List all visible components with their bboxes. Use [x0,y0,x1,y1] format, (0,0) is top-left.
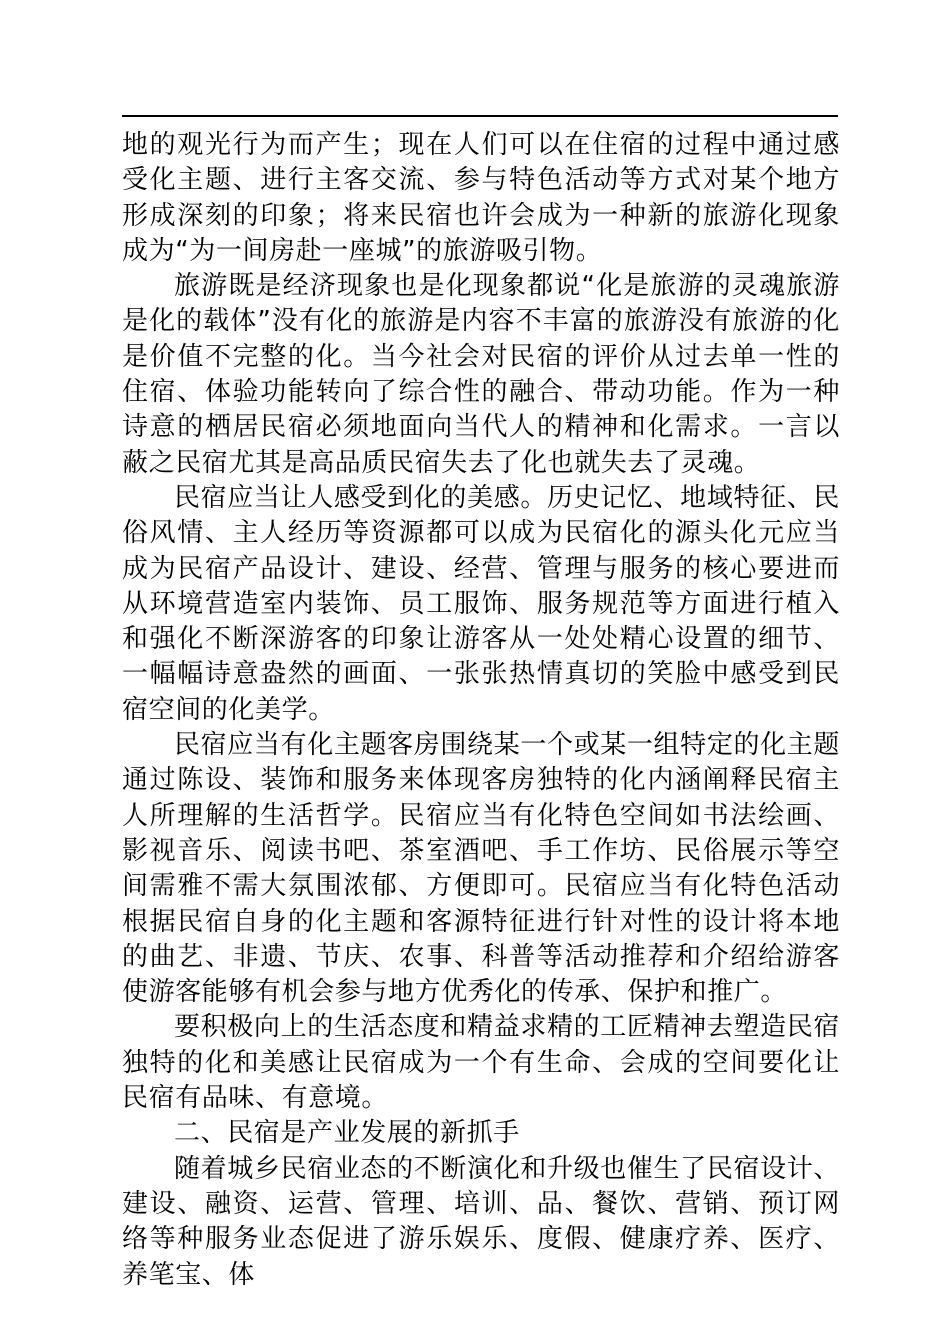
paragraph-continuation: 地的观光行为而产生；现在人们可以在住宿的过程中通过感受化主题、进行主客交流、参与特色活动等方式对某个地方形成深刻的印象；将来民宿也许会成为一种新的旅游化现象成为“为一间房赴一座城”的旅游吸引物。 [122,130,840,266]
paragraph: 随着城乡民宿业态的不断演化和升级也催生了民宿设计、建设、融资、运营、管理、培训、品、餐饮、营销、预订网络等种服务业态促进了游乐娱乐、度假、健康疗养、医疗、养笔宝、体 [122,1153,840,1290]
paragraph: 旅游既是经济现象也是化现象都说“化是旅游的灵魂旅游是化的载体”没有化的旅游是内容不丰富的旅游没有旅游的化是价值不完整的化。当今社会对民宿的评价从过去单一性的住宿、体验功能转向了综合性的融合、带动功能。作为一种诗意的栖居民宿必须地面向当代人的精神和化需求。一言以蔽之民宿尤其是高品质民宿失去了化也就失去了灵魂。 [122,271,840,478]
paragraph: 民宿应当有化主题客房围绕某一个或某一组特定的化主题通过陈设、装饰和服务来体现客房独特的化内涵阐释民宿主人所理解的生活哲学。民宿应当有化特色空间如书法绘画、影视音乐、阅读书吧、茶室酒吧、手工作坊、民俗展示等空间需雅不需大氛围浓郁、方便即可。民宿应当有化特色活动根据民宿自身的化主题和客源特征进行针对性的设计将本地的曲艺、非遗、节庆、农事、科普等活动推荐和介绍给游客使游客能够有机会参与地方优秀化的传承、保护和推广。 [122,730,840,1008]
document-body [122,128,840,1293]
section-heading: 二、民宿是产业发展的新抓手 [174,1118,520,1149]
header-rule [122,115,838,117]
paragraph: 要积极向上的生活态度和精益求精的工匠精神去塑造民宿独特的化和美感让民宿成为一个有生命、会成的空间要化让民宿有品味、有意境。 [122,1012,840,1114]
paragraph: 民宿应当让人感受到化的美感。历史记忆、地域特征、民俗风情、主人经历等资源都可以成为民宿化的源头化元应当成为民宿产品设计、建设、经营、管理与服务的核心要进而从环境营造室内装饰、员工服饰、服务规范等方面进行植入和强化不断深游客的印象让游客从一处处精心设置的细节、一幅幅诗意盎然的画面、一张张热情真切的笑脸中感受到民宿空间的化美学。 [122,482,840,725]
